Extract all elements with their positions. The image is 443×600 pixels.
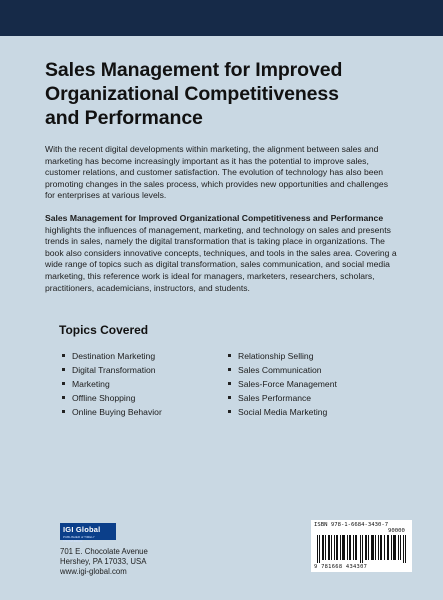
logo-text: IGI Global <box>63 525 101 534</box>
topic-label: Sales Performance <box>238 393 312 403</box>
topic-item <box>62 391 162 405</box>
bullet-icon <box>228 354 231 357</box>
description-paragraph-1: With the recent digital developments within marketing, the alignment between sales and marketing has become increasingly important as it has the potential to improve sales, customer relations, and customer satisfaction. The evolution of technology has also been promoting changes in the sales process, which provides new opportunities and challenges for enterprises at various levels. <box>45 144 388 201</box>
topic-item <box>228 405 337 419</box>
bullet-icon <box>228 382 231 385</box>
bullet-icon <box>62 382 65 385</box>
paragraph-body: highlights the influences of management, marketing, and technology on sales and presents trends in sales, namely the digital transformation that is taking place in organizations. The book also considers innovative concepts, techniques, and tools in the sales area. Covering a wide range of topics such as digital transformation, sales communication, and social media marketing, this reference work is ideal for managers, marketers, researchers, scholars, practitioners, academicians, instructors, and students. <box>45 224 397 293</box>
topic-item <box>62 405 162 419</box>
topic-item <box>62 349 162 363</box>
title-line: Organizational Competitiveness <box>45 83 339 105</box>
topic-label: Sales-Force Management <box>238 379 337 389</box>
topic-label: Marketing <box>72 379 110 389</box>
topic-item <box>228 391 337 405</box>
publisher-address <box>60 547 148 577</box>
address-line: Hershey, PA 17033, USA <box>60 557 147 566</box>
book-title <box>45 58 400 130</box>
topic-item <box>228 377 337 391</box>
isbn-barcode <box>311 520 412 572</box>
back-cover-content <box>45 58 400 294</box>
bullet-icon <box>228 410 231 413</box>
website-link[interactable]: www.igi-global.com <box>60 567 127 576</box>
publisher-logo <box>60 523 116 543</box>
bullet-icon <box>62 354 65 357</box>
logo-tagline: PUBLISHER of TIMELY KNOWLEDGE <box>63 535 95 543</box>
topic-label: Social Media Marketing <box>238 407 328 417</box>
topics-list-left <box>62 349 162 419</box>
title-line: Sales Management for Improved <box>45 59 343 81</box>
bullet-icon <box>62 396 65 399</box>
topic-label: Sales Communication <box>238 365 322 375</box>
topics-list-right <box>228 349 337 419</box>
topic-label: Destination Marketing <box>72 351 156 361</box>
topic-label: Offline Shopping <box>72 393 136 403</box>
barcode-digits: 9 781668 434307 <box>314 564 368 570</box>
bullet-icon <box>62 410 65 413</box>
topic-item <box>228 349 337 363</box>
bullet-icon <box>228 368 231 371</box>
top-color-band <box>0 0 443 36</box>
topic-label: Digital Transformation <box>72 365 156 375</box>
price-code: 90000 <box>388 528 405 534</box>
topic-item <box>62 363 162 377</box>
isbn-number: ISBN 978-1-6684-3430-7 <box>314 522 389 528</box>
bullet-icon <box>228 396 231 399</box>
topics-heading: Topics Covered <box>59 323 149 337</box>
topic-item <box>62 377 162 391</box>
paragraph-book-title: Sales Management for Improved Organizational Competitiveness and Performance <box>45 212 384 223</box>
address-line: 701 E. Chocolate Avenue <box>60 547 148 556</box>
barcode-bars-icon <box>317 535 407 563</box>
description-paragraph-2 <box>45 213 400 294</box>
topic-label: Online Buying Behavior <box>72 407 162 417</box>
topic-label: Relationship Selling <box>238 351 314 361</box>
bullet-icon <box>62 368 65 371</box>
topic-item <box>228 363 337 377</box>
title-line: and Performance <box>45 107 203 129</box>
